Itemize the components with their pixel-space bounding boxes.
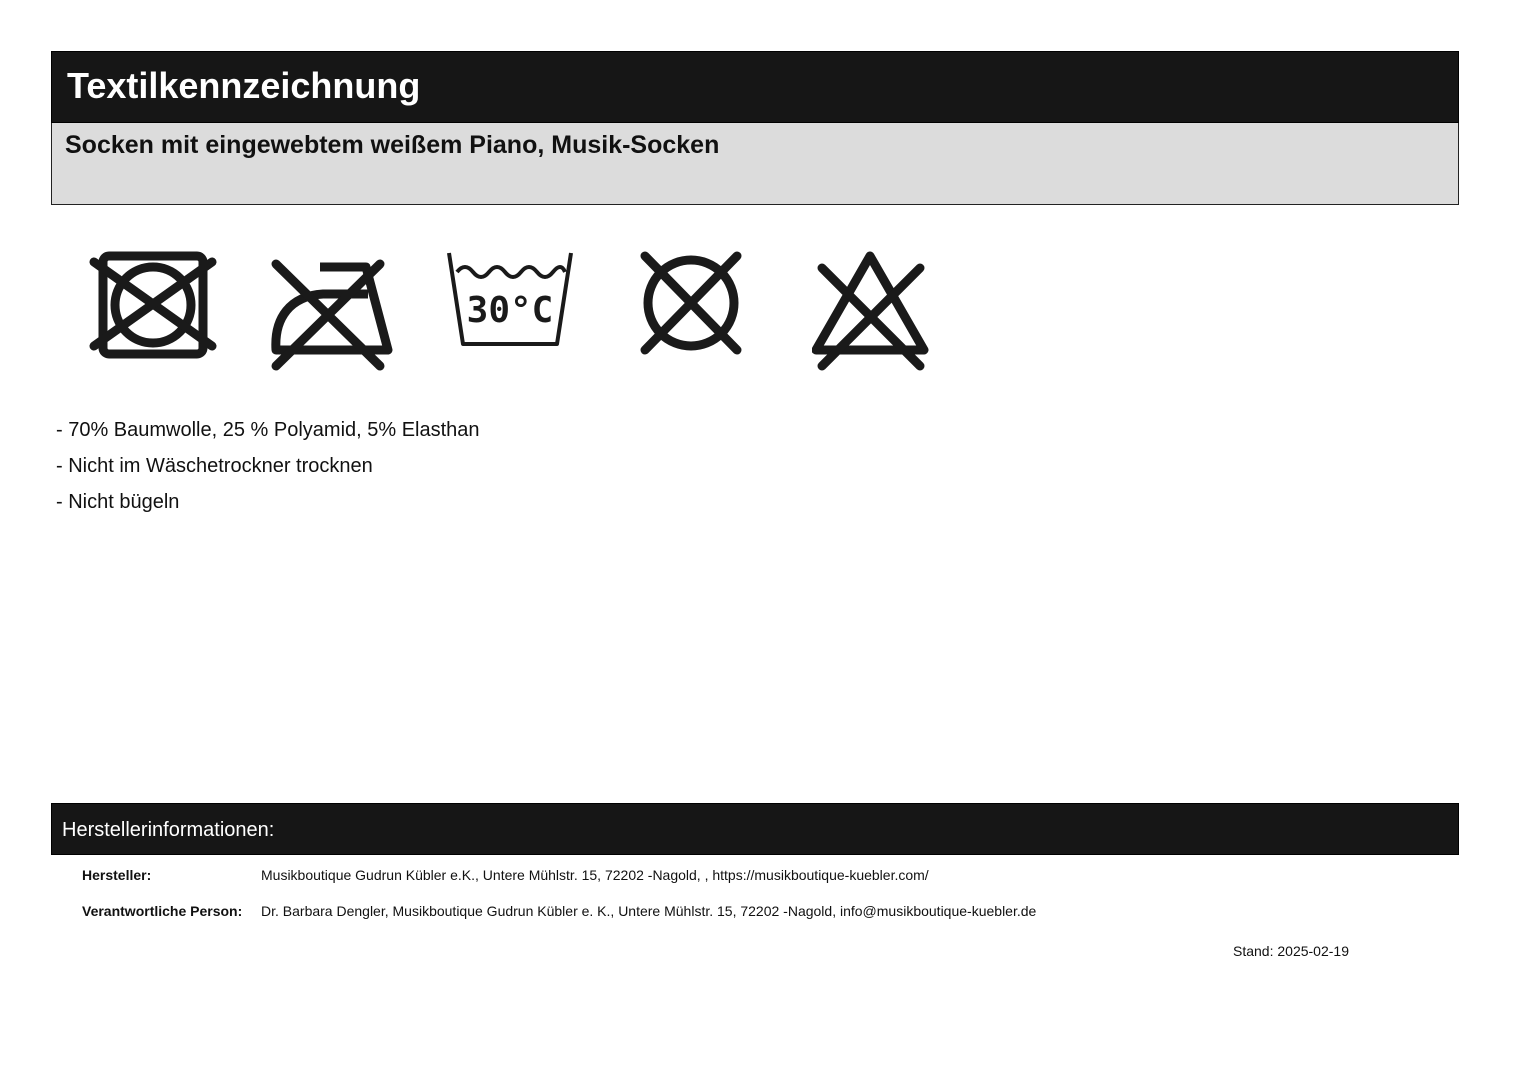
responsible-person-value: Dr. Barbara Dengler, Musikboutique Gudrun Kübler e. K., Untere Mühlstr. 15, 72202 -Nagold, info@musikboutique-kuebler.de bbox=[261, 903, 1037, 919]
manufacturer-value: Musikboutique Gudrun Kübler e.K., Untere Mühlstr. 15, 72202 -Nagold, , https://musikboutique-kuebler.com/ bbox=[261, 867, 929, 883]
title-bar bbox=[51, 51, 1459, 123]
care-instructions-list bbox=[56, 412, 480, 520]
manufacturer-row bbox=[82, 866, 929, 884]
manufacturer-section-title: Herstellerinformationen: bbox=[62, 819, 275, 841]
wash-30-icon bbox=[445, 250, 577, 350]
responsible-person-label: Verantwortliche Person: bbox=[82, 903, 243, 919]
care-item-material: - 70% Baumwolle, 25 % Polyamid, 5% Elasthan bbox=[56, 419, 480, 441]
page-title: Textilkennzeichnung bbox=[67, 65, 421, 106]
no-ironing-icon bbox=[268, 258, 398, 373]
product-name: Socken mit eingewebtem weißem Piano, Musik-Socken bbox=[65, 131, 720, 159]
manufacturer-label: Hersteller: bbox=[82, 867, 152, 883]
manufacturer-header bbox=[51, 803, 1459, 855]
product-name-box bbox=[51, 123, 1459, 205]
responsible-person-row bbox=[82, 902, 1036, 920]
stand-date: Stand: 2025-02-19 bbox=[1233, 943, 1349, 959]
care-item-no-ironing: - Nicht bügeln bbox=[56, 491, 180, 513]
care-item-no-tumble-dry: - Nicht im Wäschetrockner trocknen bbox=[56, 455, 373, 477]
no-tumble-dry-icon bbox=[88, 250, 218, 360]
wash-temperature-label: 30°C bbox=[466, 290, 554, 331]
no-bleach-icon bbox=[812, 250, 930, 372]
no-dry-clean-icon bbox=[638, 250, 746, 356]
